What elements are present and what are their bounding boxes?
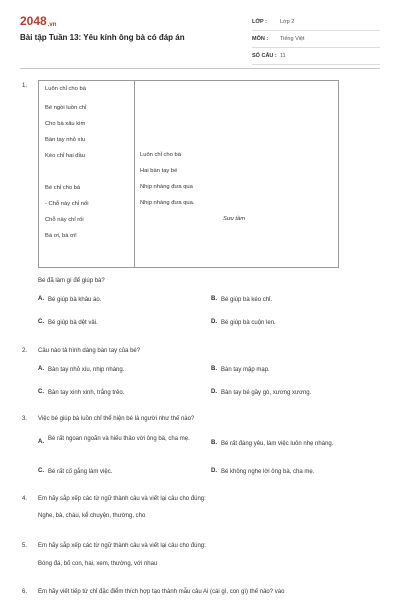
answer-option[interactable] [211, 366, 270, 375]
option-text: Bé giúp bà khâu áo. [48, 297, 102, 303]
question-number: 4. [22, 496, 28, 502]
option-letter: D. [211, 468, 217, 474]
question-number: 6. [22, 589, 28, 595]
option-letter: B. [211, 296, 217, 302]
poem-line: Luôn chỉ cho bà [140, 152, 181, 158]
option-text: Bé giúp bà cuộn len. [221, 320, 276, 326]
meta-value: Tiếng Việt [280, 36, 305, 42]
poem-line: Bàn tay nhỏ xíu [45, 137, 86, 143]
poem-line: Chỗ này chỉ rối [45, 217, 84, 223]
option-letter: C. [38, 319, 44, 325]
option-letter: C. [38, 468, 44, 474]
option-text: Bé không nghe lời ông bà, cha mẹ. [221, 469, 315, 475]
meta-value: 11 [280, 53, 286, 59]
poem-line: Bé chỉ cho bà [45, 185, 81, 191]
question-text: Câu nào tả hình dáng bàn tay của bé? [38, 348, 141, 354]
option-letter: A. [38, 366, 44, 372]
poem-line: Hai bàn tay bé [140, 168, 178, 174]
question-number: 5. [22, 543, 28, 549]
meta-key: LỚP : [252, 19, 267, 25]
poem-line: Bà ơi, bà ơi! [45, 233, 77, 239]
question-number: 3. [22, 416, 28, 422]
option-text: Bé rất đáng yêu, làm việc luôn nhẹ nhàng. [221, 441, 334, 447]
word-list: Nghe, bà, cháu, kể chuyện, thường, cho [38, 513, 146, 519]
meta-info [252, 14, 380, 65]
option-text: Bé giúp bà dệt vải. [48, 320, 98, 326]
answer-option[interactable] [38, 366, 124, 375]
question-text: Em hãy sắp xếp các từ ngữ thành câu và viết lại câu cho đúng: [38, 496, 206, 502]
option-letter: B. [211, 366, 217, 372]
option-text: Bàn tay mập mạp. [221, 367, 270, 373]
poem-column-divider [134, 81, 135, 267]
page-title: Bài tập Tuần 13: Yêu kính ông bà có đáp án [20, 33, 185, 42]
logo-suffix: .vn [47, 22, 57, 28]
answer-option[interactable] [38, 296, 101, 305]
poem-table [38, 80, 339, 268]
question-text: Em hãy viết tiếp từ chỉ đặc điểm thích hợp tạo thành mẫu câu Ai (cái gì, con gì) thế nào? vào [38, 589, 285, 595]
question-number: 1. [22, 83, 28, 89]
answer-option[interactable] [211, 389, 311, 398]
poem-line: Luôn chỉ cho bà [45, 86, 86, 92]
option-letter: D. [211, 319, 217, 325]
answer-option[interactable] [211, 296, 272, 305]
option-letter: C. [38, 389, 44, 395]
option-letter: B. [211, 440, 217, 446]
option-text: Bàn tay nhỏ xíu, nhịp nhàng. [48, 367, 125, 373]
question-number: 2. [22, 348, 28, 354]
poem-credit: Sưu tầm [223, 216, 246, 222]
question-text: Em hãy sắp xếp các từ ngữ thành câu và viết lại câu cho đúng: [38, 543, 206, 549]
poem-line: Kéo chỉ hai đầu [45, 153, 85, 159]
answer-option[interactable] [211, 440, 333, 449]
option-text: Bé giúp bà kéo chỉ. [221, 297, 273, 303]
option-text: Bé rất cố gắng làm việc. [48, 469, 113, 475]
logo-text: 2048 [20, 14, 47, 28]
question-text: Việc bé giúp bà luồn chỉ thể hiện bé là người như thế nào? [38, 416, 195, 422]
poem-line: Nhịp nhàng đưa qua. [140, 200, 195, 206]
option-letter: A. [38, 439, 44, 445]
poem-line: - Chỗ này chỉ nối [45, 201, 89, 207]
answer-option[interactable] [38, 435, 203, 445]
answer-option[interactable] [38, 389, 124, 398]
poem-line: Bé ngồi luồn chỉ [45, 105, 87, 111]
option-text: Bé rất ngoan ngoãn và hiếu thảo với ông bà, cha mẹ. [48, 436, 190, 442]
meta-row-subject [252, 31, 380, 48]
option-letter: D. [211, 389, 217, 395]
question-text: Bé đã làm gì để giúp bà? [38, 278, 105, 284]
poem-line: Nhịp nhàng đưa qua [140, 184, 193, 190]
option-letter: A. [38, 296, 44, 302]
word-list: Bóng đá, bố con, hai, xem, thường, với nhau [38, 561, 158, 567]
answer-option[interactable] [38, 319, 98, 328]
answer-option[interactable] [211, 468, 314, 477]
meta-row-count [252, 48, 380, 65]
option-text: Bàn tay xinh xinh, trắng trẻo. [48, 390, 125, 396]
answer-option[interactable] [211, 319, 276, 328]
meta-row-grade [252, 14, 380, 31]
poem-line: Cho bà xâu kim [45, 121, 86, 127]
meta-value: Lớp 2 [280, 19, 295, 25]
meta-key: MÔN : [252, 36, 269, 42]
meta-key: SỐ CÂU : [252, 53, 277, 59]
option-text: Bàn tay bé gầy gò, xương xương. [221, 390, 312, 396]
site-logo[interactable] [20, 14, 56, 28]
answer-option[interactable] [38, 468, 112, 477]
header-divider [20, 68, 380, 69]
